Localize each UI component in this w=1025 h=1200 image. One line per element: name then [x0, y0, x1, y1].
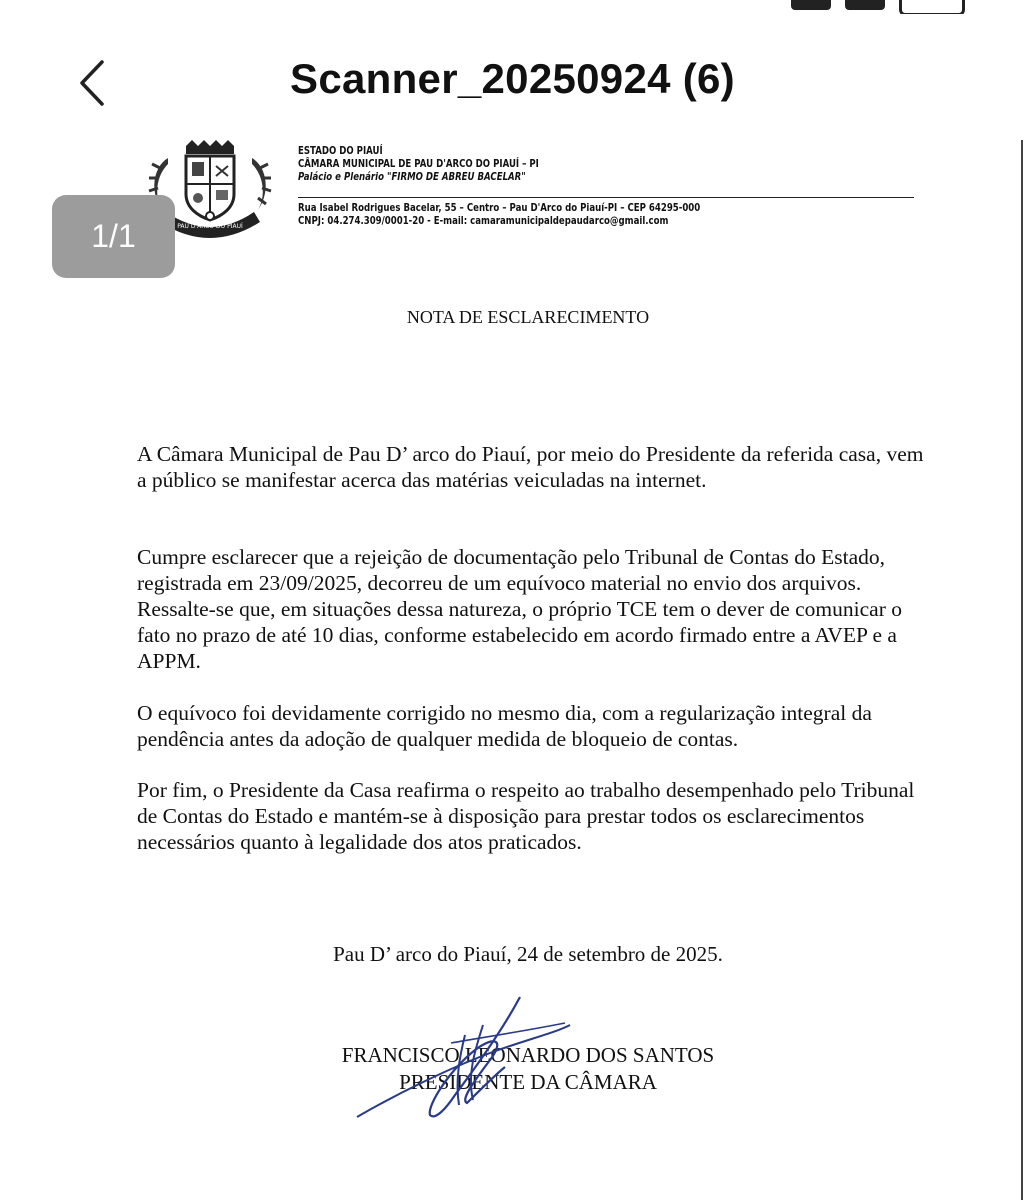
signal-icon	[845, 0, 885, 10]
paragraph-clarification: Cumpre esclarecer que a rejeição de documentação pelo Tribunal de Contas do Estado, registrada em 23/09/2025, decorreu de um equívoco material no envio dos arquivos. Ressalte-se que, em situações dessa natureza, o próprio TCE tem o dever de comunicar o fato no prazo de até 10 dias, conforme estabelecido em acordo firmado entre a AVEP e a APPM.	[137, 545, 902, 673]
page-counter-badge: 1/1	[52, 195, 175, 278]
paragraph-closing: Por fim, o Presidente da Casa reafirma o respeito ao trabalho desempenhado pelo Tribunal de Contas do Estado e mantém-se à disposição para prestar todos os esclarecimentos necessários quanto à legalidade dos atos praticados.	[137, 778, 915, 854]
document-title: Scanner_20250924 (6)	[290, 55, 735, 102]
wifi-icon	[791, 0, 831, 10]
place-and-date: Pau D’ arco do Piauí, 24 de setembro de 2025.	[333, 942, 723, 966]
letterhead-address: Rua Isabel Rodrigues Bacelar, 55 – Centro – Pau D'Arco do Piauí-PI – CEP 64295-000	[298, 201, 701, 214]
letterhead-state: ESTADO DO PIAUÍ	[298, 144, 383, 157]
battery-icon	[899, 0, 965, 14]
letterhead	[298, 144, 607, 183]
page-edge	[1021, 140, 1023, 1200]
crest-ribbon-text: PAU D'ARCO DO PIAUÍ	[177, 223, 243, 230]
letterhead-palace: Palácio e Plenário "FIRMO DE ABREU BACELAR"	[298, 170, 526, 183]
status-icons	[791, 0, 965, 14]
letterhead-chamber: CÂMARA MUNICIPAL DE PAU D'ARCO DO PIAUÍ – PI	[298, 157, 539, 170]
letterhead-contact-block	[298, 201, 814, 227]
signer-role: PRESIDENTE DA CÂMARA	[399, 1070, 657, 1094]
handwritten-signature	[355, 995, 585, 1125]
letterhead-contact: CNPJ: 04.274.309/0001-20 - E-mail: camaramunicipaldepaudarco@gmail.com	[298, 214, 669, 227]
paragraph-intro: A Câmara Municipal de Pau D’ arco do Piauí, por meio do Presidente da referida casa, vem a público se manifestar acerca das matérias veiculadas na internet.	[137, 442, 924, 492]
paragraph-correction: O equívoco foi devidamente corrigido no mesmo dia, com a regularização integral da pendência antes da adoção de qualquer medida de bloqueio de contas.	[137, 701, 872, 751]
status-bar	[0, 0, 1025, 14]
crest-date-text: 29.03.1997	[198, 233, 222, 238]
letterhead-divider	[298, 197, 914, 198]
signer-name: FRANCISCO LEONARDO DOS SANTOS	[341, 1043, 715, 1067]
document-heading: NOTA DE ESCLARECIMENTO	[406, 307, 650, 327]
